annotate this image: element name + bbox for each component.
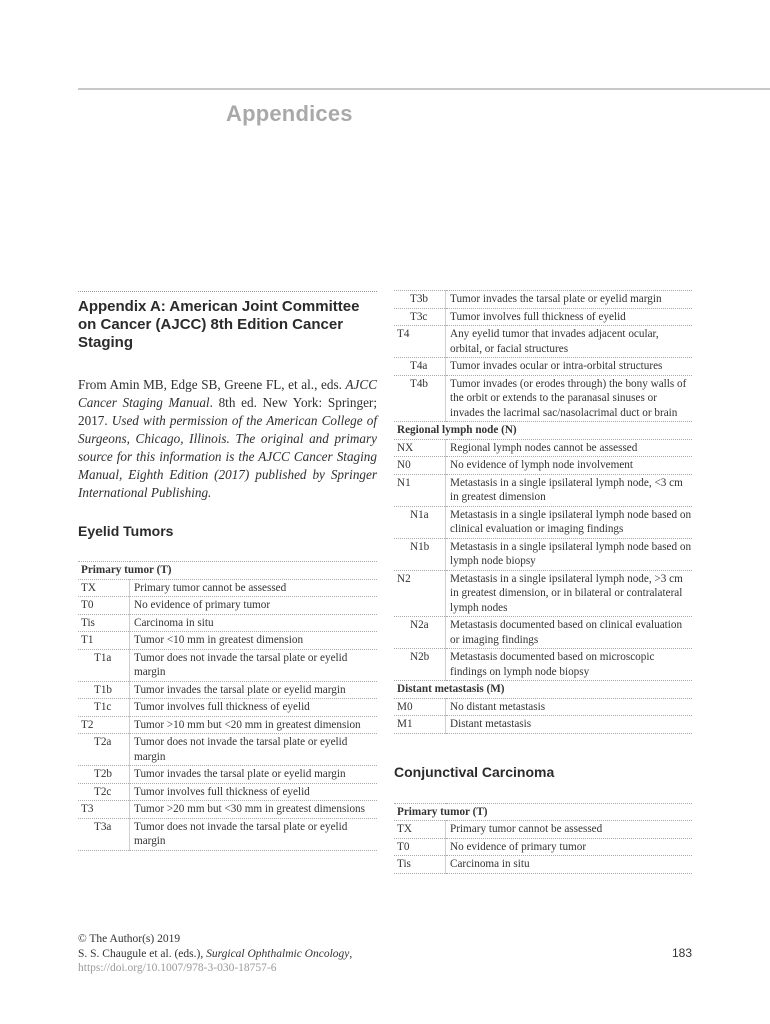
section-title: Appendices: [226, 101, 353, 126]
intro-permission: Used with permission of the American College of Surgeons, Chicago, Illinois. The original and primary source for this information is the AJCC Cancer Staging Manual, Eighth Edition (2017) published by Springer International Publishing.: [78, 413, 377, 500]
stage-code: N0: [394, 457, 446, 475]
stage-description: Carcinoma in situ: [446, 856, 693, 874]
table-row: [78, 734, 377, 766]
table-row: [78, 579, 377, 597]
stage-code: N2b: [394, 649, 446, 681]
stage-description: Tumor does not invade the tarsal plate or eyelid margin: [130, 734, 378, 766]
stage-description: Tumor invades the tarsal plate or eyelid margin: [130, 766, 378, 784]
stage-code: T3a: [78, 818, 130, 850]
citation-end: ,: [349, 947, 353, 960]
stage-description: No distant metastasis: [446, 698, 693, 716]
stage-code: T3c: [394, 308, 446, 326]
stage-description: Tumor does not invade the tarsal plate or eyelid margin: [130, 818, 378, 850]
footer: [78, 932, 352, 976]
group-label: Primary tumor (T): [78, 562, 377, 580]
stage-description: Metastasis documented based on clinical evaluation or imaging findings: [446, 617, 693, 649]
stage-code: N2: [394, 570, 446, 617]
stage-code: T1a: [78, 649, 130, 681]
table-row: [394, 538, 692, 570]
table-row: [394, 570, 692, 617]
table-row: [394, 358, 692, 376]
stage-code: T1: [78, 632, 130, 650]
stage-description: No evidence of primary tumor: [130, 597, 378, 615]
stage-code: T2c: [78, 783, 130, 801]
appendix-heading: Appendix A: American Joint Committee on Cancer (AJCC) 8th Edition Cancer Staging: [78, 298, 360, 351]
top-rule: [78, 88, 770, 90]
stage-description: Tumor >20 mm but <30 mm in greatest dimensions: [130, 801, 378, 819]
table-row: [78, 783, 377, 801]
group-label: Regional lymph node (N): [394, 422, 692, 440]
stage-code: N2a: [394, 617, 446, 649]
table-row: [78, 801, 377, 819]
table-row: [78, 699, 377, 717]
stage-description: Primary tumor cannot be assessed: [130, 579, 378, 597]
eyelid-continued-table: [394, 290, 692, 734]
stage-code: T2: [78, 716, 130, 734]
group-label: Primary tumor (T): [394, 803, 692, 821]
table-row: [394, 506, 692, 538]
stage-description: Metastasis in a single ipsilateral lymph node, <3 cm in greatest dimension: [446, 474, 693, 506]
table-row: [394, 326, 692, 358]
table-group-header: [394, 681, 692, 699]
stage-description: Primary tumor cannot be assessed: [446, 821, 693, 839]
stage-description: Tumor involves full thickness of eyelid: [130, 783, 378, 801]
intro-book-title: AJCC Cancer Staging Manual: [78, 377, 377, 410]
table-row: [394, 474, 692, 506]
table-row: [78, 681, 377, 699]
stage-description: Regional lymph nodes cannot be assessed: [446, 439, 693, 457]
doi-link[interactable]: https://doi.org/10.1007/978-3-030-18757-6: [78, 962, 277, 974]
stage-description: Tumor involves full thickness of eyelid: [130, 699, 378, 717]
eyelid-t-table: [78, 561, 377, 851]
table-group-header: [394, 422, 692, 440]
intro-text: From Amin MB, Edge SB, Greene FL, et al., eds.: [78, 377, 346, 392]
table-row: [394, 375, 692, 422]
stage-code: T1b: [78, 681, 130, 699]
stage-description: Tumor <10 mm in greatest dimension: [130, 632, 378, 650]
stage-description: Tumor invades (or erodes through) the bony walls of the orbit or extends to the paranasal sinuses or invades the lacrimal sac/nasolacrimal duct or brain: [446, 375, 693, 422]
stage-code: T3b: [394, 291, 446, 309]
stage-code: M0: [394, 698, 446, 716]
stage-code: T1c: [78, 699, 130, 717]
citation-title: Surgical Ophthalmic Oncology: [206, 947, 350, 960]
page-number: 183: [672, 946, 693, 960]
table-row: [394, 617, 692, 649]
stage-code: TX: [394, 821, 446, 839]
table-row: [394, 698, 692, 716]
left-column: [78, 291, 377, 851]
stage-code: T2a: [78, 734, 130, 766]
stage-code: T4a: [394, 358, 446, 376]
stage-code: T2b: [78, 766, 130, 784]
table-row: [78, 716, 377, 734]
stage-code: T0: [78, 597, 130, 615]
copyright: © The Author(s) 2019: [78, 933, 181, 945]
stage-description: Metastasis documented based on microscopic findings on lymph node biopsy: [446, 649, 693, 681]
stage-code: Tis: [78, 614, 130, 632]
table-row: [78, 649, 377, 681]
stage-code: NX: [394, 439, 446, 457]
stage-description: Tumor invades the tarsal plate or eyelid margin: [130, 681, 378, 699]
stage-code: T4: [394, 326, 446, 358]
table-row: [394, 856, 692, 874]
table-row: [78, 632, 377, 650]
table-row: [78, 766, 377, 784]
table-row: [78, 597, 377, 615]
table-row: [394, 649, 692, 681]
stage-description: Any eyelid tumor that invades adjacent ocular, orbital, or facial structures: [446, 326, 693, 358]
stage-description: Metastasis in a single ipsilateral lymph node based on clinical evaluation or imaging findings: [446, 506, 693, 538]
stage-description: Carcinoma in situ: [130, 614, 378, 632]
stage-description: Tumor >10 mm but <20 mm in greatest dimension: [130, 716, 378, 734]
stage-description: No evidence of lymph node involvement: [446, 457, 693, 475]
stage-description: No evidence of primary tumor: [446, 838, 693, 856]
intro-paragraph: [78, 376, 377, 502]
stage-code: N1a: [394, 506, 446, 538]
stage-code: N1b: [394, 538, 446, 570]
conjunctival-heading: Conjunctival Carcinoma: [394, 763, 555, 780]
table-row: [394, 291, 692, 309]
table-row: [394, 821, 692, 839]
stage-description: Metastasis in a single ipsilateral lymph node based on lymph node biopsy: [446, 538, 693, 570]
stage-code: Tis: [394, 856, 446, 874]
stage-description: Tumor invades the tarsal plate or eyelid margin: [446, 291, 693, 309]
stage-code: N1: [394, 474, 446, 506]
eyelid-heading: Eyelid Tumors: [78, 523, 174, 539]
heading-rule: [78, 291, 377, 292]
stage-code: TX: [78, 579, 130, 597]
table-row: [394, 308, 692, 326]
table-row: [394, 838, 692, 856]
stage-description: Tumor invades ocular or intra-orbital structures: [446, 358, 693, 376]
table-row: [78, 614, 377, 632]
table-group-header: [78, 562, 377, 580]
table-row: [394, 457, 692, 475]
table-row: [394, 716, 692, 734]
citation: [78, 947, 352, 962]
group-label: Distant metastasis (M): [394, 681, 692, 699]
stage-description: Tumor does not invade the tarsal plate or eyelid margin: [130, 649, 378, 681]
right-column: [394, 290, 692, 874]
conjunctival-t-table: [394, 803, 692, 874]
stage-code: M1: [394, 716, 446, 734]
intro-text-2: . 8th ed. New York: Springer; 2017.: [78, 395, 377, 428]
table-row: [78, 818, 377, 850]
table-group-header: [394, 803, 692, 821]
table-row: [394, 439, 692, 457]
citation-authors: S. S. Chaugule et al. (eds.),: [78, 947, 207, 960]
stage-code: T3: [78, 801, 130, 819]
stage-code: T4b: [394, 375, 446, 422]
stage-description: Tumor involves full thickness of eyelid: [446, 308, 693, 326]
stage-description: Metastasis in a single ipsilateral lymph node, >3 cm in greatest dimension, or in bilateral or contralateral lymph nodes: [446, 570, 693, 617]
stage-code: T0: [394, 838, 446, 856]
stage-description: Distant metastasis: [446, 716, 693, 734]
